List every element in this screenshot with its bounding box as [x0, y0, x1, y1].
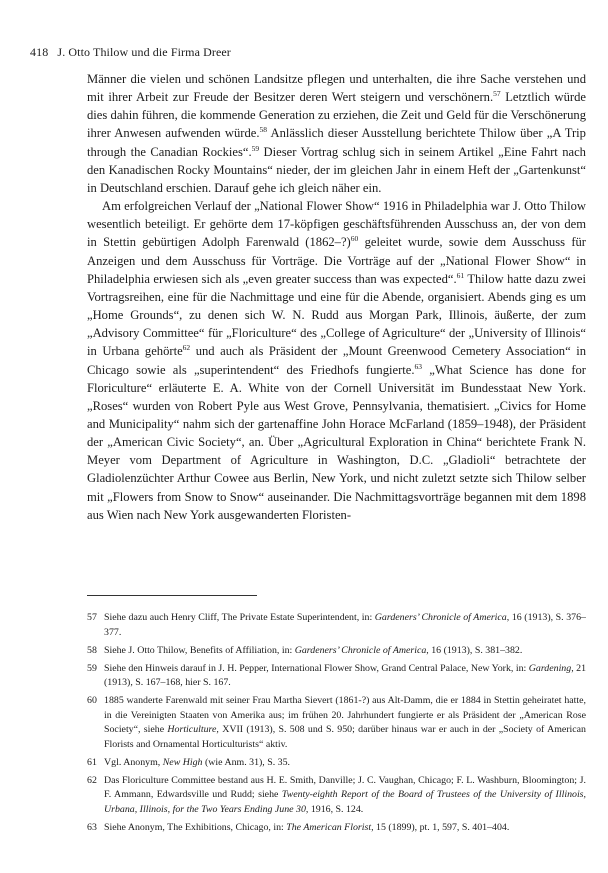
footnote-number: 59 — [87, 662, 97, 674]
text-run: Männer die vielen und schönen Landsitze pflegen und unterhalten, die ihre Sache verstehen und mit ihrer Arbeit zur Freude der Besitzer deren Wert steigern und verschönern. — [87, 72, 586, 105]
text-run: , XVII (1913), S. 508 und S. 950; darüber hinaus war er auch in der „Society of American Florists and Ornamental Horticulturists“ aktiv. — [104, 724, 586, 750]
footnote-number: 62 — [87, 774, 97, 786]
running-title: J. Otto Thilow und die Firma Dreer — [57, 45, 231, 59]
footnote-number: 57 — [87, 612, 97, 623]
page-number: 418 — [30, 45, 49, 59]
footnote — [87, 662, 586, 691]
footnote-number: 60 — [87, 695, 97, 707]
footnotes — [87, 611, 586, 839]
footnote — [87, 756, 586, 771]
paragraph — [87, 197, 586, 524]
italic-title: Twenty-eighth Report of the Board of Trustees of the University of Illinois, Urbana, Illinois, for the Two Years Ending June 30 — [104, 789, 586, 816]
italic-title: Gardening — [528, 662, 572, 674]
text-run: , 21 (1913), S. 167–168, hier S. 167. — [104, 662, 587, 689]
text-run: Siehe Anonym, The Exhibitions, Chicago, in: — [104, 822, 287, 834]
footnote — [87, 644, 586, 659]
text-run: Siehe dazu auch Henry Cliff, The Private Estate Superintendent, in: — [104, 612, 375, 623]
text-run: „What Science has done for Floriculture“ erläuterte E. A. White von der Cornell Universität im Bundesstaat New York. „Roses“ wurden von Robert Pyle aus West Grove, Pennsylvania, thematisiert. „Civics for Home and Municipality“ nahm sich der gartenaffine John Horace McFarland (1859–1948), der Präsident der „American Civic Society“, an. Über „Agricultural Exploration in China“ berichtete Frank N. Meyer vom Department of Agriculture in Washington, D.C. „Gladioli“ betrachtete der Gladiolenzüchter Arthur Cowee aus Berlin, New York, und nicht zuletzt setzte sich Thilow selber mit „Flowers from Snow to Snow“ auseinander. Die Nachmittagsvorträge begannen mit dem 1898 aus Wien nach New York ausgewanderten Floristen- — [87, 362, 587, 522]
paragraph — [87, 70, 586, 197]
footnote-ref: 57 — [493, 89, 501, 99]
main-text — [87, 70, 586, 524]
footnote — [87, 694, 586, 752]
text-run: , 15 (1899), pt. 1, 597, S. 401–404. — [371, 822, 510, 834]
text-run: Vgl. Anonym, — [104, 756, 163, 768]
text-run: Siehe J. Otto Thilow, Benefits of Affiliation, in: — [104, 644, 295, 656]
footnote-ref: 62 — [182, 343, 191, 353]
italic-title: Gardeners’ Chronicle of America — [374, 612, 507, 623]
footnote — [87, 611, 586, 640]
text-run: Dieser Vortrag schlug sich in seinem Artikel „Eine Fahrt nach den Kanadischen Rocky Mountains“ nieder, der im gleichen Jahr in einem Heft der „Gartenkunst“ in Deutschland erschien. Darauf gehe ich gleich näher ein. — [87, 144, 586, 195]
footnote — [87, 821, 586, 836]
italic-title: Gardeners’ Chronicle of America — [294, 644, 427, 656]
text-run: Am erfolgreichen Verlauf der „National Flower Show“ 1916 in Philadelphia war J. Otto Thilow wesentlich beteiligt. Er gehörte dem 17-köpfigen geschäftsführenden Ausschuss an, der von dem in Stettin gebürtigen Adolph Farenwald (1862–?) — [87, 199, 586, 250]
text-run: und auch als Präsident der „Mount Greenwood Cemetery Association“ in Chicago sowie als „superintendent“ des Friedhofs fungierte. — [87, 344, 587, 377]
footnote-ref: 59 — [251, 143, 260, 153]
text-run: 1885 wanderte Farenwald mit seiner Frau Martha Sievert (1861-?) aus Alt-Damm, die er 1884 in Stettin geheiratet hatte, in die Vereinigten Staaten von Amerika aus; im frühen 20. Jahrhundert fungierte er als Präsident der „American Rose Society“, siehe — [104, 695, 586, 736]
text-run: Das Floriculture Committee bestand aus H. E. Smith, Danville; J. C. Vaughan, Chicago; F. L. Washburn, Bloomington; J. F. Ammann, Edwardsville und Rudd; siehe — [104, 774, 586, 801]
footnote-number: 58 — [87, 644, 97, 656]
footnote-ref: 58 — [259, 125, 267, 135]
italic-title: Horticulture — [167, 724, 217, 736]
text-run: Siehe den Hinweis darauf in J. H. Pepper, International Flower Show, Grand Central Palace, New York, in: — [104, 662, 529, 674]
text-run: , 16 (1913), S. 376–377. — [104, 612, 586, 638]
footnote-ref: 61 — [456, 270, 465, 280]
text-run: Letztlich würde dies dahin führen, die kommende Generation zu erziehen, die Zeit und Geld für die Verschönerung ihrer Anwesen aufwenden würde. — [87, 90, 587, 141]
text-run: , 1916, S. 124. — [305, 804, 364, 816]
text-run: Anlässlich dieser Ausstellung berichtete Thilow über „A Trip through the Canadian Rockies“. — [87, 126, 586, 159]
text-run: , 16 (1913), S. 381–382. — [426, 644, 523, 656]
text-run: geleitet wurde, sowie dem Ausschuss für Anzeigen und dem Ausschuss für Vorträge. Die Vorträge auf der „National Flower Show“ in Philadelphia erwiesen sich als „even greater success than was expected“. — [87, 235, 586, 286]
footnote-ref: 63 — [414, 361, 423, 371]
running-header — [30, 45, 231, 60]
italic-title: New High — [162, 756, 203, 768]
footnote-divider — [87, 595, 257, 596]
footnote-ref: 60 — [350, 234, 359, 244]
text-run: Thilow hatte dazu zwei Vortragsreihen, eine für die Nachmittage und eine für die Abende, organisiert. Abends ging es um „Home Grounds“, zu denen sich W. N. Rudd aus Morgan Park, Illinois, äußerte, der zum „Advisory Committee“ für „Floriculture“ des „College of Agriculture“ der „University of Illinois“ in Urbana gehörte — [87, 271, 586, 359]
footnote-number: 63 — [87, 822, 97, 834]
footnote-number: 61 — [87, 756, 97, 768]
footnote — [87, 774, 586, 818]
text-run: (wie Anm. 31), S. 35. — [202, 756, 290, 768]
italic-title: The American Florist — [286, 822, 372, 834]
